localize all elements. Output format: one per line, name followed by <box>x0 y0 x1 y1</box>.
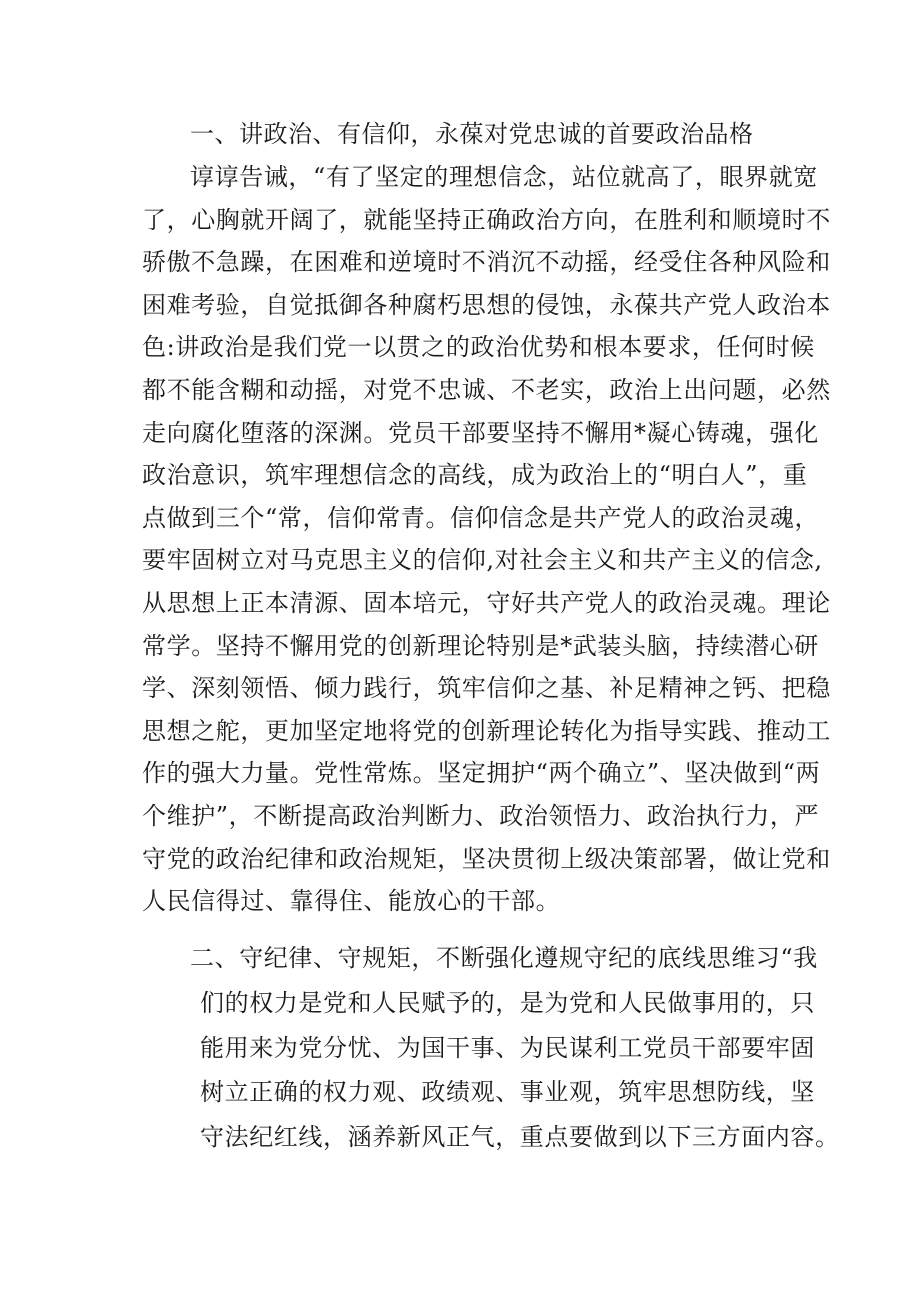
paragraph-line: 人民信得过、靠得住、能放心的干部。 <box>142 887 561 916</box>
paragraph-line: 谆谆告诫，“有了坚定的理想信念，站位就高了，眼界就宽 <box>190 163 818 191</box>
section-2-paragraph <box>190 936 840 1160</box>
paragraph-line: 二、守纪律、守规矩，不断强化遵规守纪的底线思维习“我 <box>190 944 818 972</box>
paragraph-line: 思想之舵，更加坚定地将党的创新理论转化为指导实践、推动工 <box>142 716 831 745</box>
paragraph-line: 常学。坚持不懈用党的创新理论特别是*武装头脑，持续潜心研 <box>142 631 819 660</box>
paragraph-line: 守党的政治纪律和政治规矩，坚决贯彻上级决策部署，做让党和 <box>142 844 831 873</box>
paragraph-line: 色:讲政治是我们党一以贯之的政治优势和根本要求，任何时候 <box>142 333 815 362</box>
paragraph-line: 要牢固树立对马克思主义的信仰,对社会主义和共产主义的信念, <box>142 546 823 575</box>
paragraph-line: 了，心胸就开阔了，就能坚持正确政治方向，在胜利和顺境时不 <box>142 205 831 234</box>
paragraph-line: 学、深刻领悟、倾力践行，筑牢信仰之基、补足精神之钙、把稳 <box>142 674 831 703</box>
section-1-paragraph <box>142 156 831 923</box>
paragraph-line: 骄傲不急躁，在困难和逆境时不消沉不动摇，经受住各种风险和 <box>142 248 831 277</box>
paragraph-line: 守法纪红线，涵养新风正气，重点要做到以下三方面内容。 <box>200 1123 840 1152</box>
paragraph-line: 走向腐化堕落的深渊。党员干部要坚持不懈用*凝心铸魂，强化 <box>142 418 819 447</box>
paragraph-line: 点做到三个“常，信仰常青。信仰信念是共产党人的政治灵魂， <box>142 503 820 532</box>
section-1-heading: 一、讲政治、有信仰，永葆对党忠诚的首要政治品格 <box>190 120 754 148</box>
paragraph-line: 政治意识，筑牢理想信念的高线，成为政治上的“明白人”，重 <box>142 461 808 490</box>
paragraph-line: 树立正确的权力观、政绩观、事业观，筑牢思想防线，坚 <box>200 1078 815 1107</box>
paragraph-line: 个维护”，不断提高政治判断力、政治领悟力、政治执行力，严 <box>142 801 820 830</box>
paragraph-line: 能用来为党分忧、为国干事、为民谋利工党员干部要牢固 <box>200 1033 815 1062</box>
paragraph-line: 困难考验，自觉抵御各种腐朽思想的侵蚀，永葆共产党人政治本 <box>142 290 831 319</box>
paragraph-line: 都不能含糊和动摇，对党不忠诚、不老实，政治上出问题，必然 <box>142 375 831 404</box>
paragraph-line: 从思想上正本清源、固本培元，守好共产党人的政治灵魂。理论 <box>142 588 831 617</box>
paragraph-line: 们的权力是党和人民赋予的，是为党和人民做事用的，只 <box>200 988 815 1017</box>
paragraph-line: 作的强大力量。党性常炼。坚定拥护“两个确立”、坚决做到“两 <box>142 759 821 788</box>
